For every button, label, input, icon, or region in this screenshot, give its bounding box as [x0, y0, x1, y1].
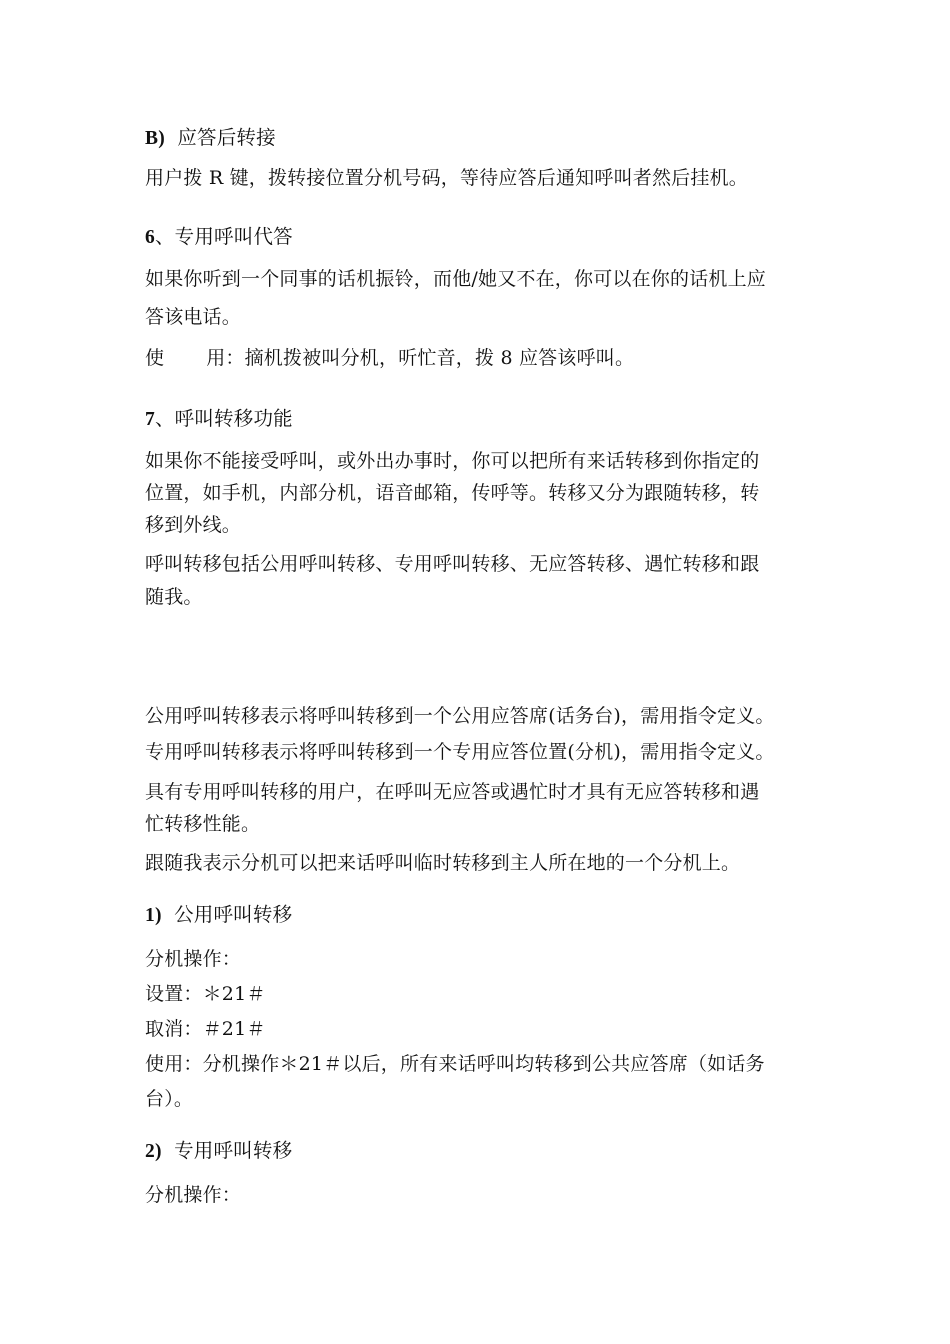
- sub-1-cancel: 取消：＃21＃: [145, 1018, 266, 1040]
- heading-sub-2: [145, 1140, 292, 1163]
- sub-2-op-label: 分机操作：: [145, 1184, 242, 1206]
- heading-7-number: 7: [145, 409, 155, 430]
- heading-sub-2-title: 专用呼叫转移: [174, 1139, 293, 1162]
- definition-para3-line: 具有专用呼叫转移的用户，在呼叫无应答或遇忙时才具有无应答转移和遇: [145, 781, 760, 803]
- heading-sub-1-number: 1): [145, 905, 162, 926]
- sub-1-op-label: 分机操作：: [145, 948, 242, 970]
- heading-sub-1-title: 公用呼叫转移: [174, 903, 293, 926]
- heading-b-number: B): [145, 128, 165, 149]
- section-6-usage: [145, 347, 634, 369]
- section-7-para1-line: 位置，如手机，内部分机，语音邮箱，传呼等。转移又分为跟随转移，转: [145, 482, 760, 504]
- section-7-para1-line: 移到外线。: [145, 514, 242, 536]
- heading-b-title: 应答后转接: [177, 126, 276, 149]
- heading-6-number: 6: [145, 227, 155, 248]
- definition-public-forwarding: 公用呼叫转移表示将呼叫转移到一个公用应答席(话务台)，需用指令定义。: [145, 705, 775, 727]
- usage-text: 摘机拨被叫分机，听忙音，拨 8 应答该呼叫。: [244, 347, 635, 369]
- section-7-para1-line: 如果你不能接受呼叫，或外出办事时，你可以把所有来话转移到你指定的: [145, 450, 760, 472]
- section-7-para2-line: 呼叫转移包括公用呼叫转移、专用呼叫转移、无应答转移、遇忙转移和跟: [145, 553, 760, 575]
- usage-label-a: 使: [145, 347, 165, 369]
- heading-sub-2-number: 2): [145, 1141, 162, 1162]
- heading-7-title: 、呼叫转移功能: [154, 407, 293, 430]
- heading-6: [145, 226, 293, 249]
- section-b-body: 用户拨 R 键，拨转接位置分机号码，等待应答后通知呼叫者然后挂机。: [145, 167, 748, 189]
- section-6-para-line: 如果你听到一个同事的话机振铃，而他/她又不在，你可以在你的话机上应: [145, 268, 767, 290]
- heading-b: [145, 127, 276, 150]
- definition-follow-me: 跟随我表示分机可以把来话呼叫临时转移到主人所在地的一个分机上。: [145, 852, 741, 874]
- sub-1-use-line: 台）。: [145, 1088, 194, 1110]
- section-7-para2-line: 随我。: [145, 586, 203, 608]
- heading-7: [145, 408, 293, 431]
- definition-private-forwarding: 专用呼叫转移表示将呼叫转移到一个专用应答位置(分机)，需用指令定义。: [145, 741, 775, 763]
- definition-para3-line: 忙转移性能。: [145, 813, 261, 835]
- sub-1-set: 设置：＊21＃: [145, 983, 266, 1005]
- heading-sub-1: [145, 904, 292, 927]
- heading-6-title: 、专用呼叫代答: [154, 225, 293, 248]
- usage-label-b: 用：: [206, 347, 245, 369]
- sub-1-use-line: 使用：分机操作＊21＃以后，所有来话呼叫均转移到公共应答席（如话务: [145, 1053, 765, 1075]
- section-6-para-line: 答该电话。: [145, 306, 242, 328]
